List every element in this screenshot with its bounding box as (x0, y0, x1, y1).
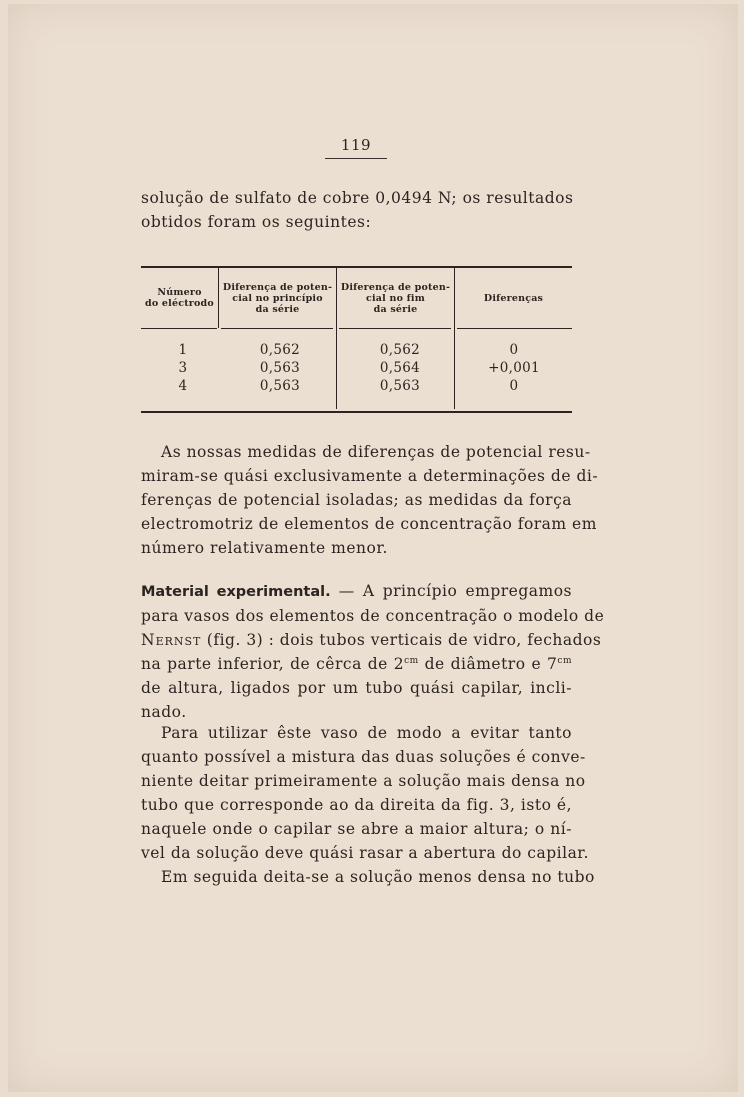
column-divider (218, 268, 219, 328)
text-line: de altura, ligados por um tubo quási capilar, incli- (141, 679, 572, 697)
text-line: electromotriz de elementos de concentração foram em (141, 515, 597, 533)
book-page (8, 4, 738, 1092)
section-heading: Material experimental. (141, 584, 331, 600)
header-rule (457, 328, 572, 329)
results-table (141, 266, 572, 413)
column-header-differences: Diferenças (483, 292, 544, 304)
text-line: solução de sulfato de cobre 0,0494 N; os resultados (141, 189, 574, 207)
text-line: miram-se quási exclusivamente a determinações de di- (141, 467, 599, 485)
table-body (141, 341, 572, 395)
text-line: Em seguida deita-se a solução menos densa no tubo (161, 868, 595, 886)
text-line: na parte inferior, de cêrca de $2^{cm}$ de diâmetro e $7^{cm}$ (141, 655, 572, 673)
paragraph-procedure (141, 721, 595, 889)
text-line: vel da solução deve quási rasar a abertura do capilar. (141, 844, 589, 862)
text-line: para vasos dos elementos de concentração o modelo de (141, 607, 605, 625)
header-rule (339, 328, 451, 329)
author-name: Nernst (141, 631, 202, 649)
text-line: obtidos foram os seguintes: (141, 213, 372, 231)
text-line: Nernst (fig. 3) : dois tubos verticais de vidro, fechados (141, 631, 602, 649)
header-rule (221, 328, 333, 329)
page-number: 119 (325, 136, 387, 159)
text-line: ferenças de potencial isoladas; as medidas da força (141, 491, 572, 509)
text-line: número relativamente menor. (141, 539, 388, 557)
text-line: naquele onde o capilar se abre a maior altura; o ní- (141, 820, 572, 838)
text-line: tubo que corresponde ao da direita da fig. 3, isto é, (141, 796, 572, 814)
column-header-electrode: Número do eléctrodo (145, 287, 214, 309)
text-line: nado. (141, 703, 187, 721)
column-header-start-potential: Diferença de poten- cial no princípio da série (222, 281, 333, 315)
text-line: niente deitar primeiramente a solução mais densa no (141, 772, 586, 790)
paragraph-material (141, 579, 605, 724)
intro-text (141, 186, 572, 234)
text-line: quanto possível a mistura das duas soluções é conve- (141, 748, 586, 766)
paragraph-summary (141, 440, 599, 560)
header-rule (141, 328, 217, 329)
table-row: 4 0,563 0,563 0 (178, 378, 519, 394)
table-header (141, 268, 572, 328)
table-row: 3 0,563 0,564 +0,001 (178, 360, 540, 376)
text-line: Material experimental. — A princípio empregamos (141, 582, 573, 600)
column-header-end-potential: Diferença de poten- cial no fim da série (340, 281, 451, 315)
table-row: 1 0,562 0,562 0 (178, 342, 519, 358)
text-line: As nossas medidas de diferenças de potencial resu- (161, 443, 591, 461)
text-line: Para utilizar êste vaso de modo a evitar tanto (161, 724, 572, 742)
